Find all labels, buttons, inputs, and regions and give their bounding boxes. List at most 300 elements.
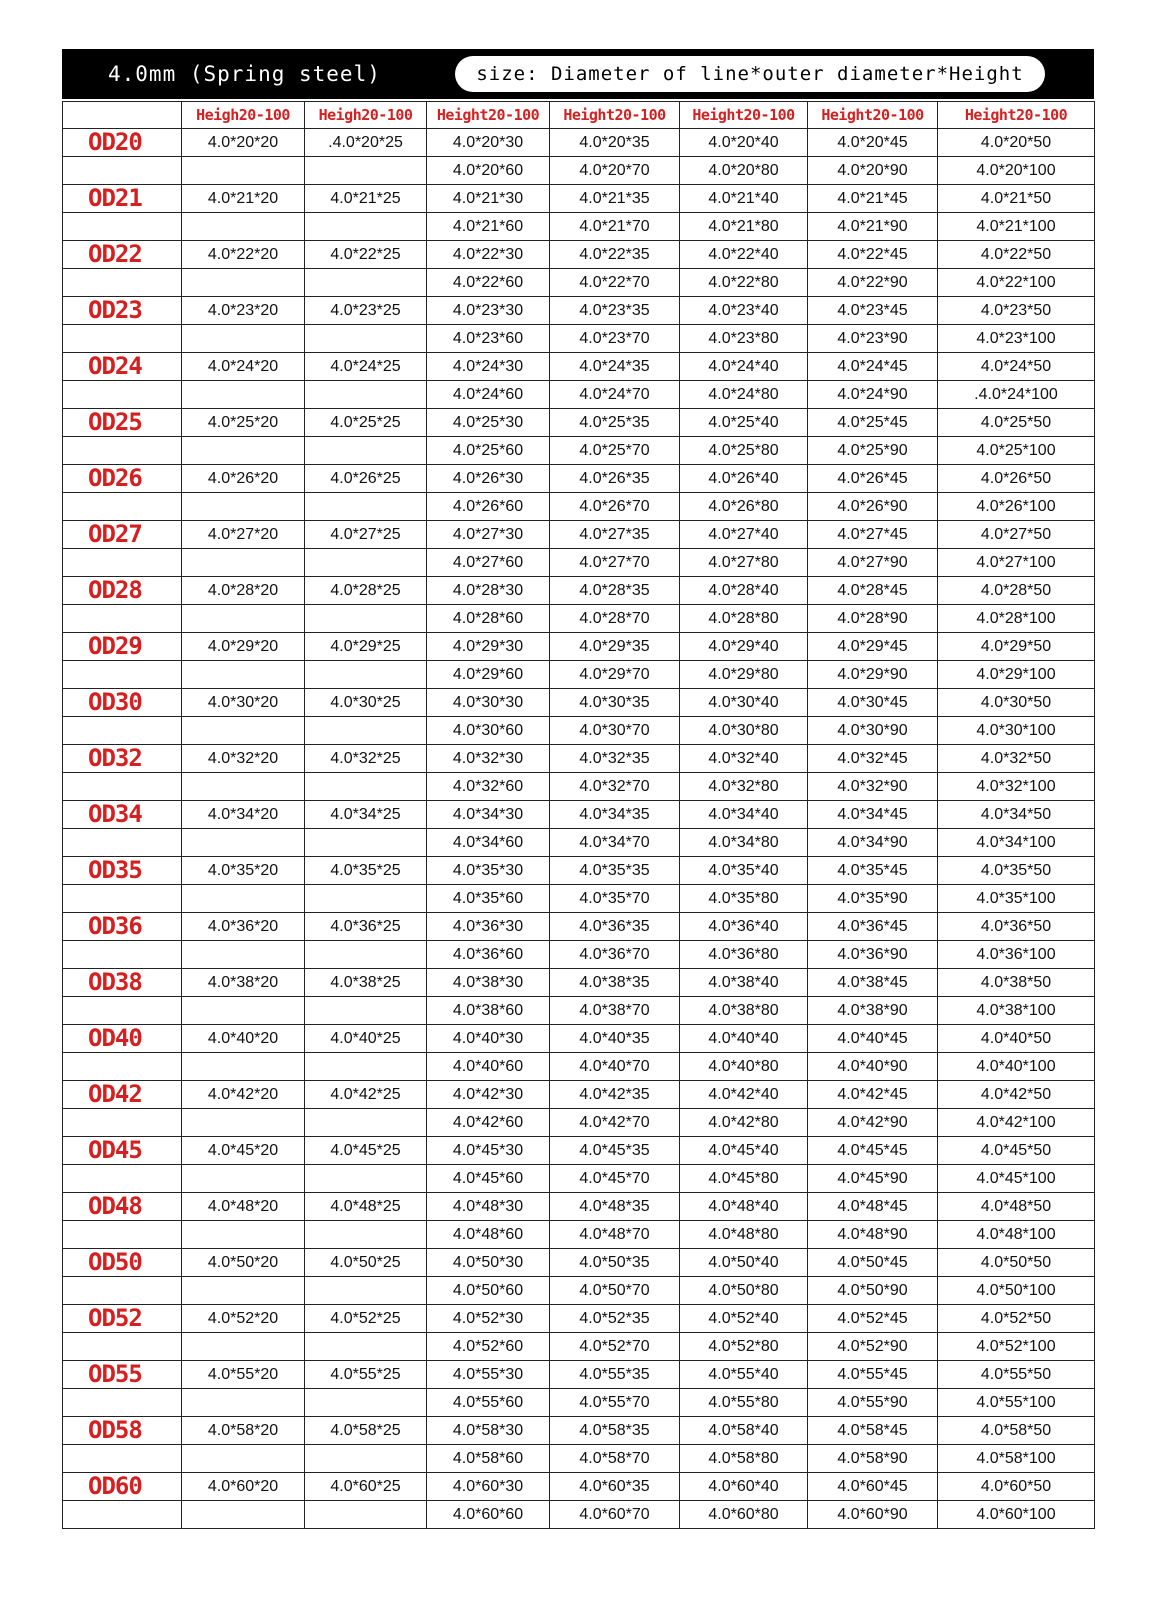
size-cell: 4.0*28*20 bbox=[182, 577, 305, 605]
size-cell: 4.0*55*60 bbox=[427, 1389, 550, 1417]
table-row bbox=[63, 661, 1095, 689]
od-label: OD30 bbox=[63, 689, 182, 717]
size-cell: 4.0*34*40 bbox=[680, 801, 808, 829]
size-cell: 4.0*22*20 bbox=[182, 241, 305, 269]
size-cell: 4.0*22*25 bbox=[305, 241, 427, 269]
od-label-blank bbox=[63, 997, 182, 1025]
size-cell: 4.0*25*35 bbox=[550, 409, 680, 437]
size-cell: 4.0*58*40 bbox=[680, 1417, 808, 1445]
size-cell: 4.0*29*90 bbox=[808, 661, 938, 689]
size-cell: 4.0*58*35 bbox=[550, 1417, 680, 1445]
size-cell: 4.0*38*45 bbox=[808, 969, 938, 997]
size-cell: 4.0*35*40 bbox=[680, 857, 808, 885]
table-row bbox=[63, 801, 1095, 829]
size-cell: 4.0*22*70 bbox=[550, 269, 680, 297]
size-cell: 4.0*40*35 bbox=[550, 1025, 680, 1053]
size-cell: 4.0*60*30 bbox=[427, 1473, 550, 1501]
size-cell: 4.0*42*40 bbox=[680, 1081, 808, 1109]
od-label-blank bbox=[63, 661, 182, 689]
size-cell: 4.0*36*35 bbox=[550, 913, 680, 941]
size-cell: 4.0*32*80 bbox=[680, 773, 808, 801]
size-cell bbox=[182, 269, 305, 297]
size-cell bbox=[305, 829, 427, 857]
size-cell: 4.0*34*20 bbox=[182, 801, 305, 829]
size-cell: 4.0*21*25 bbox=[305, 185, 427, 213]
size-cell: 4.0*45*35 bbox=[550, 1137, 680, 1165]
size-cell: 4.0*30*50 bbox=[938, 689, 1095, 717]
od-label-blank bbox=[63, 717, 182, 745]
size-cell bbox=[305, 661, 427, 689]
size-cell: 4.0*38*100 bbox=[938, 997, 1095, 1025]
table-row bbox=[63, 689, 1095, 717]
table-row bbox=[63, 465, 1095, 493]
size-cell: 4.0*25*60 bbox=[427, 437, 550, 465]
size-cell: 4.0*25*45 bbox=[808, 409, 938, 437]
size-cell: 4.0*35*100 bbox=[938, 885, 1095, 913]
size-cell bbox=[305, 1445, 427, 1473]
size-cell: 4.0*58*60 bbox=[427, 1445, 550, 1473]
od-label: OD24 bbox=[63, 353, 182, 381]
title-banner bbox=[62, 49, 1094, 99]
size-cell: 4.0*26*50 bbox=[938, 465, 1095, 493]
size-cell: 4.0*42*90 bbox=[808, 1109, 938, 1137]
size-cell: 4.0*40*50 bbox=[938, 1025, 1095, 1053]
size-cell: 4.0*26*60 bbox=[427, 493, 550, 521]
size-cell: .4.0*20*25 bbox=[305, 129, 427, 157]
size-cell: 4.0*35*60 bbox=[427, 885, 550, 913]
size-cell: 4.0*50*70 bbox=[550, 1277, 680, 1305]
table-row bbox=[63, 241, 1095, 269]
table-row bbox=[63, 1501, 1095, 1529]
size-cell: 4.0*42*30 bbox=[427, 1081, 550, 1109]
size-cell bbox=[305, 1501, 427, 1529]
size-cell: 4.0*36*45 bbox=[808, 913, 938, 941]
od-label: OD20 bbox=[63, 129, 182, 157]
size-cell: 4.0*20*70 bbox=[550, 157, 680, 185]
table-row bbox=[63, 1417, 1095, 1445]
size-cell: 4.0*29*30 bbox=[427, 633, 550, 661]
size-cell: 4.0*22*80 bbox=[680, 269, 808, 297]
size-cell: 4.0*50*40 bbox=[680, 1249, 808, 1277]
size-cell bbox=[305, 1221, 427, 1249]
size-cell bbox=[305, 1053, 427, 1081]
size-cell: 4.0*52*20 bbox=[182, 1305, 305, 1333]
size-cell bbox=[182, 1333, 305, 1361]
size-cell: 4.0*27*20 bbox=[182, 521, 305, 549]
size-cell: 4.0*27*70 bbox=[550, 549, 680, 577]
size-cell: 4.0*35*30 bbox=[427, 857, 550, 885]
size-cell: 4.0*28*100 bbox=[938, 605, 1095, 633]
size-cell: 4.0*60*20 bbox=[182, 1473, 305, 1501]
column-header: Height20-100 bbox=[938, 102, 1095, 129]
size-cell: 4.0*30*70 bbox=[550, 717, 680, 745]
od-label: OD40 bbox=[63, 1025, 182, 1053]
size-cell: 4.0*35*70 bbox=[550, 885, 680, 913]
size-cell: 4.0*48*30 bbox=[427, 1193, 550, 1221]
od-label: OD28 bbox=[63, 577, 182, 605]
size-cell: 4.0*52*90 bbox=[808, 1333, 938, 1361]
table-row bbox=[63, 1333, 1095, 1361]
size-cell bbox=[305, 493, 427, 521]
size-cell: 4.0*27*50 bbox=[938, 521, 1095, 549]
size-cell: 4.0*27*40 bbox=[680, 521, 808, 549]
size-cell bbox=[182, 1501, 305, 1529]
od-label-blank bbox=[63, 829, 182, 857]
table-row bbox=[63, 353, 1095, 381]
size-cell: 4.0*23*30 bbox=[427, 297, 550, 325]
size-cell: 4.0*48*45 bbox=[808, 1193, 938, 1221]
size-cell: 4.0*55*40 bbox=[680, 1361, 808, 1389]
size-cell: 4.0*58*30 bbox=[427, 1417, 550, 1445]
table-row bbox=[63, 1445, 1095, 1473]
size-cell: 4.0*29*35 bbox=[550, 633, 680, 661]
size-cell bbox=[182, 1445, 305, 1473]
od-label: OD36 bbox=[63, 913, 182, 941]
size-cell: 4.0*52*25 bbox=[305, 1305, 427, 1333]
od-label-blank bbox=[63, 157, 182, 185]
size-cell: 4.0*36*70 bbox=[550, 941, 680, 969]
size-cell: 4.0*38*70 bbox=[550, 997, 680, 1025]
size-cell: 4.0*27*35 bbox=[550, 521, 680, 549]
size-cell: 4.0*45*20 bbox=[182, 1137, 305, 1165]
size-cell bbox=[182, 661, 305, 689]
size-cell bbox=[305, 997, 427, 1025]
column-header: Height20-100 bbox=[427, 102, 550, 129]
od-label: OD50 bbox=[63, 1249, 182, 1277]
size-cell: 4.0*36*100 bbox=[938, 941, 1095, 969]
size-cell: 4.0*48*60 bbox=[427, 1221, 550, 1249]
od-label-blank bbox=[63, 213, 182, 241]
table-row bbox=[63, 997, 1095, 1025]
size-cell: 4.0*48*35 bbox=[550, 1193, 680, 1221]
table-row bbox=[63, 1053, 1095, 1081]
size-cell: 4.0*52*35 bbox=[550, 1305, 680, 1333]
size-cell bbox=[305, 1165, 427, 1193]
size-cell: 4.0*55*80 bbox=[680, 1389, 808, 1417]
size-cell: 4.0*29*25 bbox=[305, 633, 427, 661]
od-label-blank bbox=[63, 1165, 182, 1193]
size-cell: 4.0*38*40 bbox=[680, 969, 808, 997]
size-cell: 4.0*30*60 bbox=[427, 717, 550, 745]
size-cell: 4.0*35*45 bbox=[808, 857, 938, 885]
size-cell: 4.0*28*80 bbox=[680, 605, 808, 633]
size-cell: 4.0*35*35 bbox=[550, 857, 680, 885]
size-cell bbox=[182, 1389, 305, 1417]
table-row bbox=[63, 941, 1095, 969]
size-cell: 4.0*28*40 bbox=[680, 577, 808, 605]
size-cell: 4.0*38*25 bbox=[305, 969, 427, 997]
size-cell: 4.0*40*25 bbox=[305, 1025, 427, 1053]
size-cell bbox=[305, 1277, 427, 1305]
od-label: OD27 bbox=[63, 521, 182, 549]
od-label-blank bbox=[63, 437, 182, 465]
header-row bbox=[63, 102, 1095, 129]
size-cell: 4.0*29*70 bbox=[550, 661, 680, 689]
size-cell: 4.0*38*80 bbox=[680, 997, 808, 1025]
size-cell: 4.0*20*45 bbox=[808, 129, 938, 157]
size-cell: 4.0*40*60 bbox=[427, 1053, 550, 1081]
size-cell: 4.0*35*90 bbox=[808, 885, 938, 913]
size-table bbox=[62, 101, 1095, 1529]
size-cell: 4.0*48*40 bbox=[680, 1193, 808, 1221]
size-cell: 4.0*20*30 bbox=[427, 129, 550, 157]
size-cell: 4.0*55*70 bbox=[550, 1389, 680, 1417]
size-cell bbox=[305, 717, 427, 745]
size-cell: 4.0*40*70 bbox=[550, 1053, 680, 1081]
size-cell: 4.0*23*60 bbox=[427, 325, 550, 353]
size-cell bbox=[182, 381, 305, 409]
size-cell bbox=[182, 213, 305, 241]
size-cell: 4.0*50*25 bbox=[305, 1249, 427, 1277]
size-cell: 4.0*45*80 bbox=[680, 1165, 808, 1193]
size-cell: 4.0*34*90 bbox=[808, 829, 938, 857]
size-cell: 4.0*20*90 bbox=[808, 157, 938, 185]
size-cell bbox=[182, 773, 305, 801]
size-cell: 4.0*28*60 bbox=[427, 605, 550, 633]
od-label: OD22 bbox=[63, 241, 182, 269]
size-cell: 4.0*24*45 bbox=[808, 353, 938, 381]
size-cell: 4.0*30*100 bbox=[938, 717, 1095, 745]
size-cell: .4.0*24*100 bbox=[938, 381, 1095, 409]
size-cell: 4.0*34*25 bbox=[305, 801, 427, 829]
size-cell: 4.0*29*50 bbox=[938, 633, 1095, 661]
size-cell bbox=[182, 1277, 305, 1305]
table-row bbox=[63, 969, 1095, 997]
size-cell: 4.0*22*60 bbox=[427, 269, 550, 297]
od-label-blank bbox=[63, 1389, 182, 1417]
column-header: Heigh20-100 bbox=[305, 102, 427, 129]
size-cell: 4.0*38*90 bbox=[808, 997, 938, 1025]
table-row bbox=[63, 213, 1095, 241]
size-cell: 4.0*36*30 bbox=[427, 913, 550, 941]
table-row bbox=[63, 1221, 1095, 1249]
size-cell: 4.0*22*100 bbox=[938, 269, 1095, 297]
size-cell: 4.0*23*90 bbox=[808, 325, 938, 353]
size-note: size: Diameter of line*outer diameter*Height bbox=[455, 56, 1045, 92]
size-cell: 4.0*21*80 bbox=[680, 213, 808, 241]
size-cell bbox=[305, 605, 427, 633]
size-cell: 4.0*52*70 bbox=[550, 1333, 680, 1361]
spec-sheet bbox=[62, 49, 1094, 1529]
size-cell: 4.0*24*30 bbox=[427, 353, 550, 381]
size-cell: 4.0*28*45 bbox=[808, 577, 938, 605]
size-cell: 4.0*30*40 bbox=[680, 689, 808, 717]
size-cell: 4.0*29*20 bbox=[182, 633, 305, 661]
size-cell: 4.0*26*35 bbox=[550, 465, 680, 493]
od-label-blank bbox=[63, 1333, 182, 1361]
size-cell: 4.0*27*45 bbox=[808, 521, 938, 549]
size-cell: 4.0*55*35 bbox=[550, 1361, 680, 1389]
size-cell: 4.0*30*90 bbox=[808, 717, 938, 745]
size-cell: 4.0*45*90 bbox=[808, 1165, 938, 1193]
table-row bbox=[63, 521, 1095, 549]
size-cell: 4.0*40*30 bbox=[427, 1025, 550, 1053]
size-cell: 4.0*60*70 bbox=[550, 1501, 680, 1529]
size-cell: 4.0*32*100 bbox=[938, 773, 1095, 801]
size-cell: 4.0*55*30 bbox=[427, 1361, 550, 1389]
size-cell: 4.0*30*25 bbox=[305, 689, 427, 717]
column-header: Height20-100 bbox=[550, 102, 680, 129]
size-cell bbox=[182, 717, 305, 745]
size-cell: 4.0*48*100 bbox=[938, 1221, 1095, 1249]
size-cell: 4.0*26*40 bbox=[680, 465, 808, 493]
size-cell bbox=[182, 1165, 305, 1193]
table-row bbox=[63, 297, 1095, 325]
size-cell: 4.0*20*50 bbox=[938, 129, 1095, 157]
size-cell bbox=[305, 325, 427, 353]
size-cell: 4.0*58*80 bbox=[680, 1445, 808, 1473]
size-cell: 4.0*52*60 bbox=[427, 1333, 550, 1361]
size-cell: 4.0*22*30 bbox=[427, 241, 550, 269]
table-row bbox=[63, 129, 1095, 157]
table-row bbox=[63, 577, 1095, 605]
table-row bbox=[63, 633, 1095, 661]
size-cell: 4.0*28*90 bbox=[808, 605, 938, 633]
size-cell: 4.0*29*60 bbox=[427, 661, 550, 689]
size-cell bbox=[182, 605, 305, 633]
od-label-blank bbox=[63, 1501, 182, 1529]
od-label-blank bbox=[63, 605, 182, 633]
size-cell: 4.0*34*50 bbox=[938, 801, 1095, 829]
od-label: OD35 bbox=[63, 857, 182, 885]
size-cell: 4.0*38*35 bbox=[550, 969, 680, 997]
size-cell: 4.0*25*90 bbox=[808, 437, 938, 465]
od-label: OD23 bbox=[63, 297, 182, 325]
size-cell: 4.0*25*80 bbox=[680, 437, 808, 465]
size-cell: 4.0*29*45 bbox=[808, 633, 938, 661]
size-cell: 4.0*48*20 bbox=[182, 1193, 305, 1221]
size-cell: 4.0*26*45 bbox=[808, 465, 938, 493]
size-cell: 4.0*26*80 bbox=[680, 493, 808, 521]
size-cell: 4.0*58*50 bbox=[938, 1417, 1095, 1445]
size-cell: 4.0*60*45 bbox=[808, 1473, 938, 1501]
size-cell: 4.0*50*45 bbox=[808, 1249, 938, 1277]
size-cell: 4.0*20*40 bbox=[680, 129, 808, 157]
od-label: OD45 bbox=[63, 1137, 182, 1165]
size-cell: 4.0*60*100 bbox=[938, 1501, 1095, 1529]
size-cell: 4.0*21*90 bbox=[808, 213, 938, 241]
size-cell: 4.0*42*20 bbox=[182, 1081, 305, 1109]
size-cell: 4.0*20*35 bbox=[550, 129, 680, 157]
table-body bbox=[63, 129, 1095, 1529]
size-cell: 4.0*36*50 bbox=[938, 913, 1095, 941]
size-cell: 4.0*21*30 bbox=[427, 185, 550, 213]
size-cell: 4.0*60*25 bbox=[305, 1473, 427, 1501]
size-cell: 4.0*50*35 bbox=[550, 1249, 680, 1277]
od-label-blank bbox=[63, 1053, 182, 1081]
size-cell: 4.0*25*20 bbox=[182, 409, 305, 437]
size-cell: 4.0*48*90 bbox=[808, 1221, 938, 1249]
size-cell: 4.0*38*30 bbox=[427, 969, 550, 997]
size-cell: 4.0*25*50 bbox=[938, 409, 1095, 437]
od-label: OD52 bbox=[63, 1305, 182, 1333]
size-cell: 4.0*34*35 bbox=[550, 801, 680, 829]
table-row bbox=[63, 1137, 1095, 1165]
size-cell: 4.0*23*40 bbox=[680, 297, 808, 325]
size-cell: 4.0*20*100 bbox=[938, 157, 1095, 185]
table-row bbox=[63, 409, 1095, 437]
table-row bbox=[63, 549, 1095, 577]
table-row bbox=[63, 717, 1095, 745]
size-cell: 4.0*32*40 bbox=[680, 745, 808, 773]
size-cell: 4.0*29*100 bbox=[938, 661, 1095, 689]
size-cell: 4.0*22*90 bbox=[808, 269, 938, 297]
size-cell: 4.0*48*50 bbox=[938, 1193, 1095, 1221]
table-row bbox=[63, 269, 1095, 297]
table-row bbox=[63, 745, 1095, 773]
table-row bbox=[63, 157, 1095, 185]
size-cell: 4.0*52*45 bbox=[808, 1305, 938, 1333]
table-row bbox=[63, 493, 1095, 521]
size-cell: 4.0*50*60 bbox=[427, 1277, 550, 1305]
size-cell: 4.0*34*80 bbox=[680, 829, 808, 857]
size-cell: 4.0*32*70 bbox=[550, 773, 680, 801]
size-cell: 4.0*45*100 bbox=[938, 1165, 1095, 1193]
size-cell: 4.0*23*80 bbox=[680, 325, 808, 353]
size-cell: 4.0*22*40 bbox=[680, 241, 808, 269]
size-cell: 4.0*30*35 bbox=[550, 689, 680, 717]
size-cell: 4.0*23*35 bbox=[550, 297, 680, 325]
size-cell: 4.0*36*20 bbox=[182, 913, 305, 941]
size-cell: 4.0*50*100 bbox=[938, 1277, 1095, 1305]
size-cell: 4.0*35*25 bbox=[305, 857, 427, 885]
size-cell: 4.0*21*20 bbox=[182, 185, 305, 213]
size-cell: 4.0*60*40 bbox=[680, 1473, 808, 1501]
size-cell: 4.0*24*20 bbox=[182, 353, 305, 381]
od-label: OD55 bbox=[63, 1361, 182, 1389]
size-cell: 4.0*25*30 bbox=[427, 409, 550, 437]
table-row bbox=[63, 1109, 1095, 1137]
size-cell: 4.0*42*80 bbox=[680, 1109, 808, 1137]
size-cell: 4.0*60*60 bbox=[427, 1501, 550, 1529]
size-cell: 4.0*21*60 bbox=[427, 213, 550, 241]
size-cell bbox=[182, 829, 305, 857]
size-cell: 4.0*28*25 bbox=[305, 577, 427, 605]
size-cell: 4.0*34*60 bbox=[427, 829, 550, 857]
size-cell: 4.0*38*50 bbox=[938, 969, 1095, 997]
size-cell: 4.0*38*20 bbox=[182, 969, 305, 997]
size-cell: 4.0*23*70 bbox=[550, 325, 680, 353]
size-cell bbox=[305, 1109, 427, 1137]
size-cell: 4.0*32*45 bbox=[808, 745, 938, 773]
size-cell: 4.0*58*90 bbox=[808, 1445, 938, 1473]
table-row bbox=[63, 437, 1095, 465]
od-label: OD60 bbox=[63, 1473, 182, 1501]
size-cell: 4.0*27*80 bbox=[680, 549, 808, 577]
size-cell: 4.0*48*25 bbox=[305, 1193, 427, 1221]
size-cell: 4.0*58*25 bbox=[305, 1417, 427, 1445]
od-label: OD38 bbox=[63, 969, 182, 997]
size-cell: 4.0*36*90 bbox=[808, 941, 938, 969]
size-cell: 4.0*21*45 bbox=[808, 185, 938, 213]
size-cell: 4.0*34*100 bbox=[938, 829, 1095, 857]
table-row bbox=[63, 381, 1095, 409]
size-cell: 4.0*42*60 bbox=[427, 1109, 550, 1137]
size-cell: 4.0*42*25 bbox=[305, 1081, 427, 1109]
size-cell bbox=[182, 325, 305, 353]
size-cell: 4.0*26*90 bbox=[808, 493, 938, 521]
size-cell: 4.0*24*25 bbox=[305, 353, 427, 381]
table-row bbox=[63, 1389, 1095, 1417]
size-cell bbox=[305, 437, 427, 465]
od-label: OD21 bbox=[63, 185, 182, 213]
size-cell: 4.0*52*100 bbox=[938, 1333, 1095, 1361]
size-cell: 4.0*27*25 bbox=[305, 521, 427, 549]
table-row bbox=[63, 829, 1095, 857]
size-cell bbox=[305, 773, 427, 801]
table-row bbox=[63, 325, 1095, 353]
size-cell: 4.0*29*80 bbox=[680, 661, 808, 689]
